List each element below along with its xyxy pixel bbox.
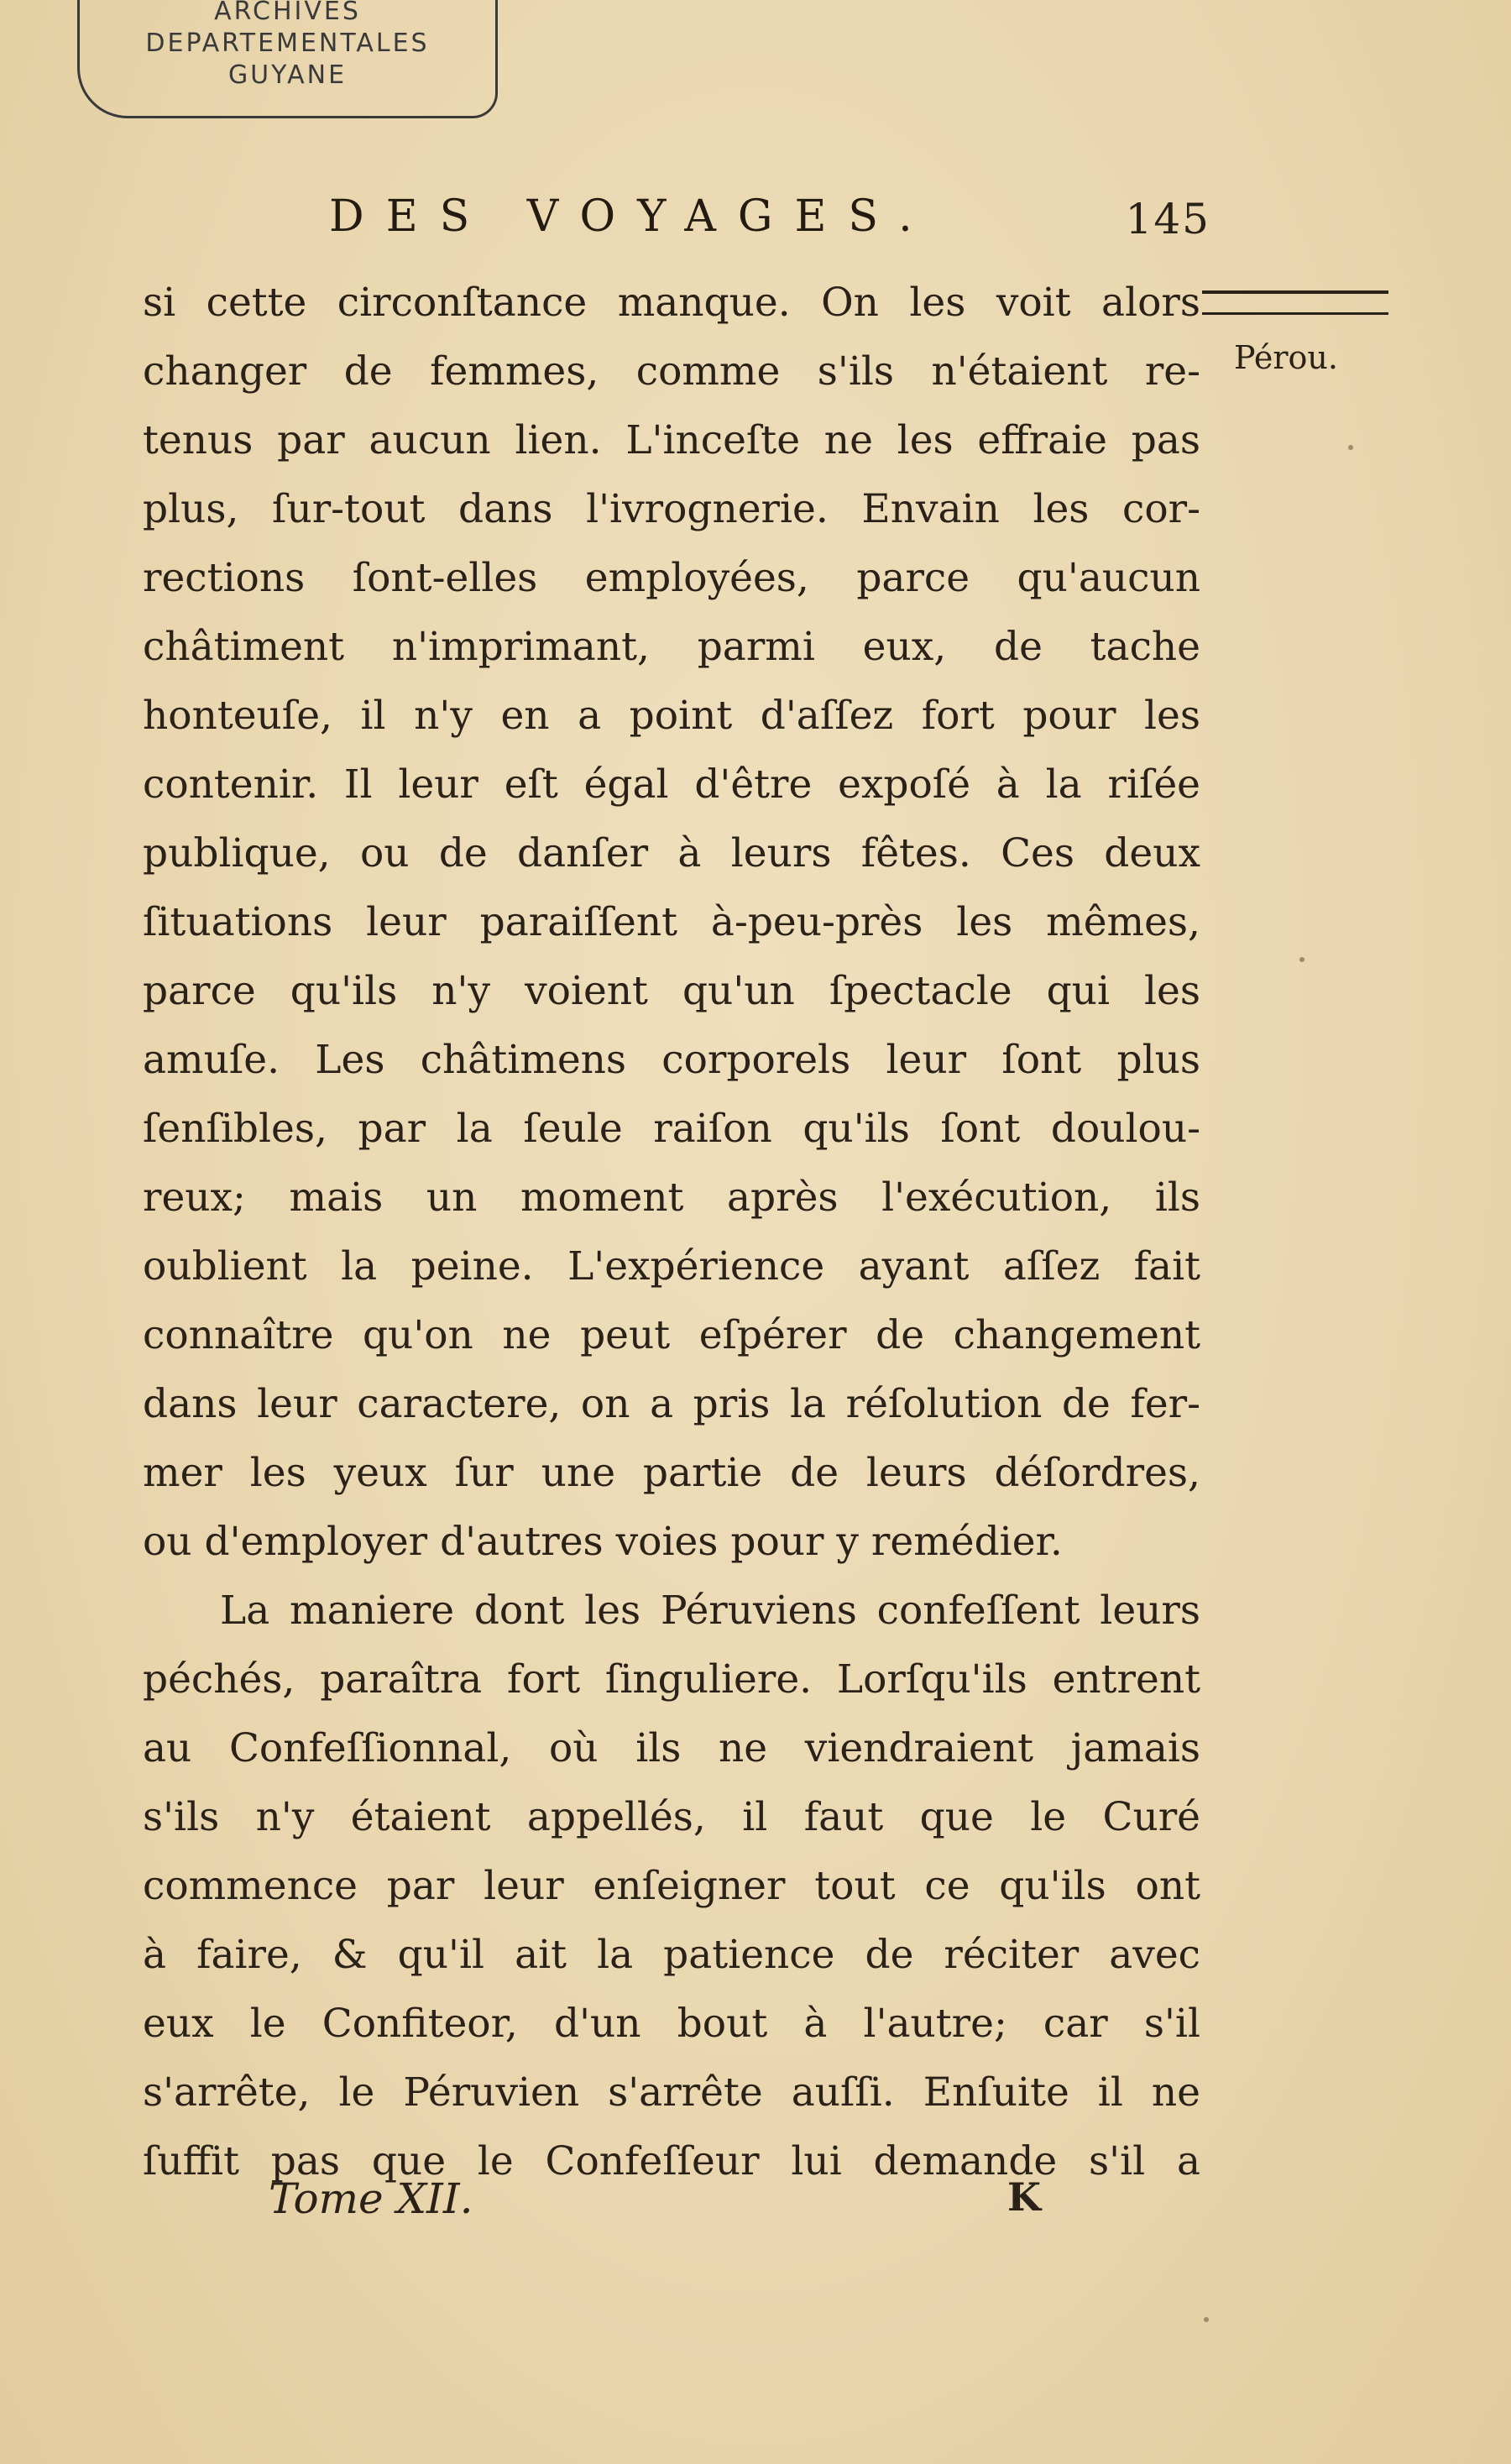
archive-stamp: [77, 0, 498, 118]
page-footer: [269, 2174, 1041, 2233]
text-line: ſituations leur paraiſſent à-peu-près les mêmes,: [143, 899, 1200, 945]
text-line: si cette circonſtance manque. On les voit alors: [143, 280, 1200, 326]
text-line: dans leur caractere, on a pris la réſolution de fer-: [143, 1381, 1200, 1427]
signature-mark: K: [1007, 2174, 1041, 2220]
text-line: au Confeſſionnal, où ils ne viendraient jamais: [143, 1725, 1200, 1771]
text-line: ſenſibles, par la ſeule raiſon qu'ils ſont doulou-: [143, 1106, 1200, 1152]
paper-speck: [1348, 445, 1353, 450]
text-line: publique, ou de danſer à leurs fêtes. Ces deux: [143, 830, 1200, 876]
stamp-line-3: GUYANE: [227, 60, 348, 90]
volume-label: Tome XII.: [269, 2174, 473, 2223]
text-line: mer les yeux ſur une partie de leurs déſordres,: [143, 1450, 1200, 1496]
text-line: honteuſe, il n'y en a point d'aſſez fort pour les: [143, 693, 1200, 739]
text-line: tenus par aucun lien. L'inceſte ne les effraie pas: [143, 417, 1200, 463]
text-line: changer de femmes, comme s'ils n'étaient re-: [143, 348, 1200, 395]
page-number: 145: [1125, 195, 1210, 243]
text-line: plus, ſur-tout dans l'ivrognerie. Envain les cor-: [143, 486, 1200, 532]
text-line: à faire, & qu'il ait la patience de réciter avec: [143, 1932, 1200, 1978]
running-header: [329, 191, 1210, 250]
margin-rule: [1202, 290, 1388, 315]
text-line: amuſe. Les châtimens corporels leur ſont plus: [143, 1037, 1200, 1083]
text-line: rections ſont-elles employées, parce qu'aucun: [143, 555, 1200, 601]
running-title: DES VOYAGES.: [329, 191, 934, 242]
text-line: commence par leur enſeigner tout ce qu'ils ont: [143, 1863, 1200, 1909]
text-line: ou d'employer d'autres voies pour y remédier.: [143, 1519, 1063, 1565]
text-line: connaître qu'on ne peut eſpérer de changement: [143, 1312, 1200, 1358]
text-line: ſuffit pas que le Confeſſeur lui demande s'il a: [143, 2138, 1200, 2184]
stamp-line-2: DEPARTEMENTALES: [145, 29, 430, 58]
text-line: parce qu'ils n'y voient qu'un ſpectacle qui les: [143, 968, 1200, 1014]
text-line: châtiment n'imprimant, parmi eux, de tache: [143, 624, 1200, 670]
body-text: [143, 269, 1200, 2196]
text-line: eux le Confiteor, d'un bout à l'autre; car s'il: [143, 2001, 1200, 2047]
text-line: s'arrête, le Péruvien s'arrête auſſi. Enſuite il ne: [143, 2069, 1200, 2116]
text-line: péchés, paraîtra fort ſinguliere. Lorſqu'ils entrent: [143, 1656, 1200, 1703]
text-line: contenir. Il leur eſt égal d'être expoſé à la riſée: [143, 761, 1200, 808]
stamp-line-1: ARCHIVES: [214, 0, 361, 26]
text-line: s'ils n'y étaient appellés, il faut que le Curé: [143, 1794, 1200, 1840]
text-line: reux; mais un moment après l'exécution, ils: [143, 1174, 1200, 1221]
text-line: La maniere dont les Péruviens confeſſent leurs: [220, 1588, 1200, 1634]
paper-speck: [1299, 957, 1304, 962]
text-line: oublient la peine. L'expérience ayant aſſez fait: [143, 1243, 1200, 1290]
paper-speck: [1204, 2317, 1209, 2322]
margin-note: Pérou.: [1234, 339, 1338, 376]
